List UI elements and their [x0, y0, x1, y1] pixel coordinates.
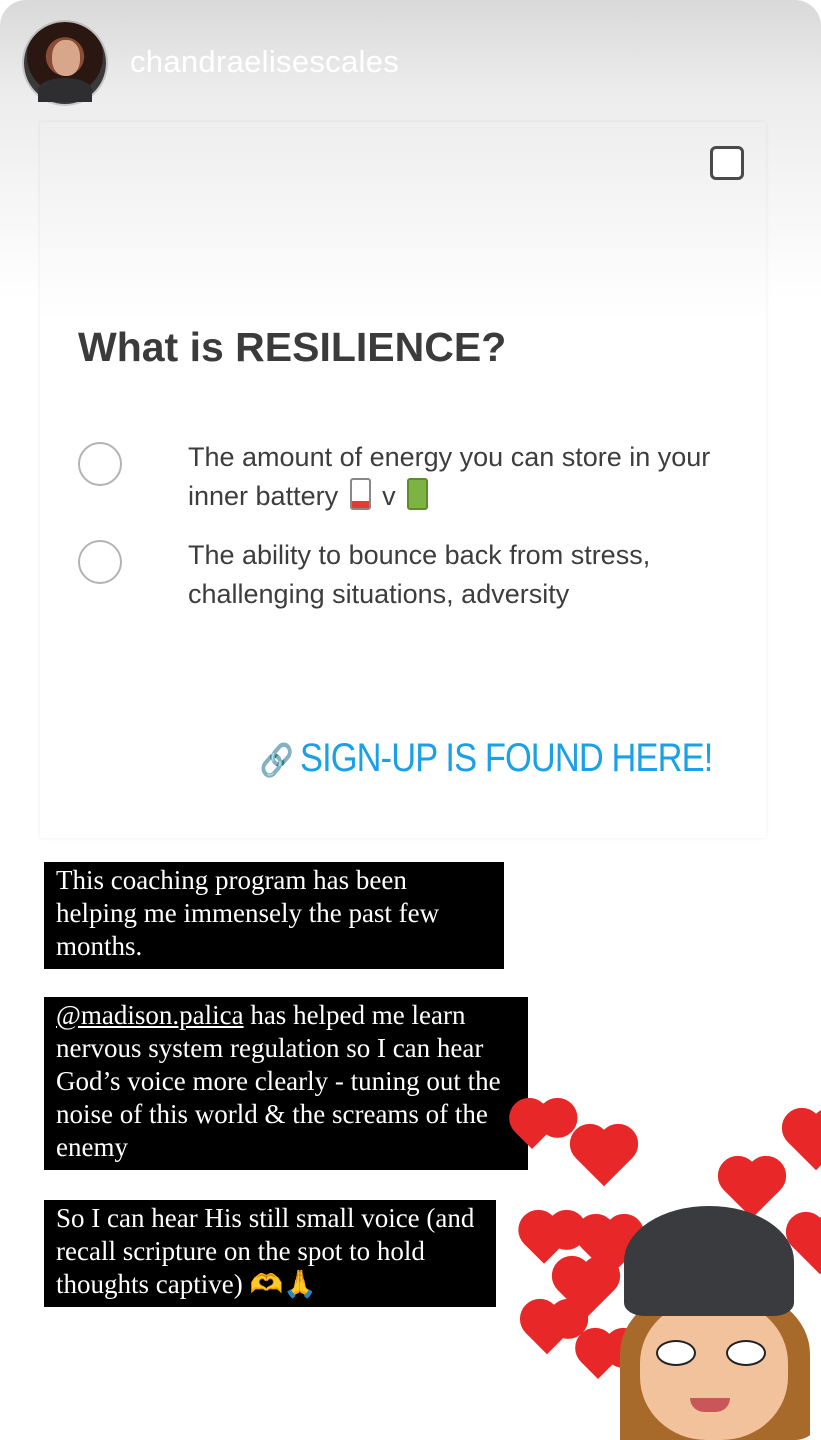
signup-label: SIGN-UP IS FOUND HERE! [299, 736, 712, 780]
signup-link[interactable] [259, 736, 712, 781]
heart-icon [581, 1345, 615, 1379]
option-line: The amount of energy you can store in your [188, 442, 711, 472]
option-separator: v [382, 481, 396, 511]
option-line: inner battery [188, 481, 339, 511]
poll-option-text [188, 536, 778, 614]
option-line: The ability to bounce back from stress, [188, 540, 651, 570]
sticker-eye [726, 1340, 766, 1366]
username[interactable]: chandraelisescales [130, 44, 400, 79]
poll-option-text [188, 438, 778, 516]
radio-button[interactable] [78, 540, 122, 584]
heart-icon [526, 1312, 568, 1354]
caption-text: has helped me learn nervous system regulation so I can hear God’s voice more clearly - tuning out the noise of this world & the screams of the enemy [56, 1000, 501, 1162]
radio-button[interactable] [78, 442, 122, 486]
poll-card [40, 122, 766, 838]
heart-icon [576, 1130, 633, 1187]
memoji-sticker [620, 1190, 820, 1440]
sticker-eye [656, 1340, 696, 1366]
mention-link[interactable]: @madison.palica [56, 1000, 244, 1030]
poll-question: What is RESILIENCE? [78, 324, 507, 370]
caption-block: This coaching program has been helping me immensely the past few months. [44, 862, 504, 969]
beanie-icon [624, 1206, 794, 1316]
full-battery-icon [407, 478, 428, 510]
heart-icon [788, 1114, 821, 1171]
caption-block [44, 997, 528, 1170]
heart-icon [524, 1224, 564, 1264]
option-line: challenging situations, adversity [188, 579, 570, 609]
link-icon: 🔗 [259, 742, 293, 778]
sticker-face [640, 1300, 788, 1440]
low-battery-icon [350, 478, 371, 510]
caption-block: So I can hear His still small voice (and recall scripture on the spot to hold thoughts captive) 🫶🙏 [44, 1200, 496, 1307]
checkbox-icon[interactable] [710, 146, 744, 180]
avatar-face [52, 40, 80, 76]
profile-avatar[interactable] [24, 22, 106, 104]
avatar-shirt [38, 78, 92, 102]
